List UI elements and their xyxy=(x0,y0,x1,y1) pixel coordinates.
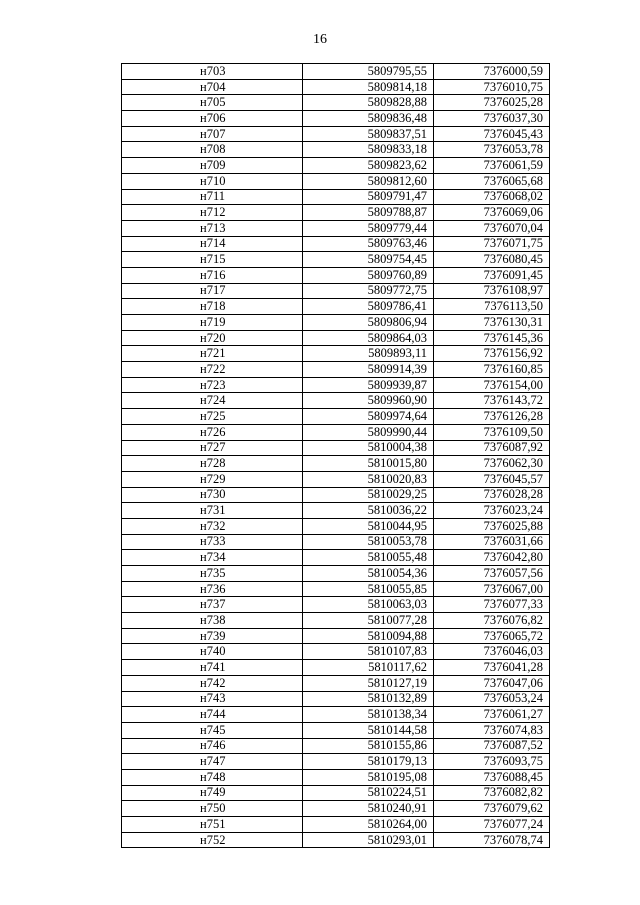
x-coordinate-cell: 5809788,87 xyxy=(303,205,434,221)
y-coordinate-cell: 7376130,31 xyxy=(434,315,550,331)
table-row xyxy=(122,675,550,691)
point-id-cell: н745 xyxy=(122,722,303,738)
y-coordinate-cell: 7376087,52 xyxy=(434,738,550,754)
point-id-cell: н727 xyxy=(122,440,303,456)
table-row xyxy=(122,754,550,770)
x-coordinate-cell: 5809914,39 xyxy=(303,362,434,378)
y-coordinate-cell: 7376065,72 xyxy=(434,628,550,644)
point-id-cell: н736 xyxy=(122,581,303,597)
point-id-cell: н751 xyxy=(122,817,303,833)
x-coordinate-cell: 5810004,38 xyxy=(303,440,434,456)
x-coordinate-cell: 5809837,51 xyxy=(303,126,434,142)
point-id-cell: н744 xyxy=(122,707,303,723)
table-row xyxy=(122,79,550,95)
y-coordinate-cell: 7376061,27 xyxy=(434,707,550,723)
table-row xyxy=(122,267,550,283)
y-coordinate-cell: 7376079,62 xyxy=(434,801,550,817)
y-coordinate-cell: 7376109,50 xyxy=(434,424,550,440)
y-coordinate-cell: 7376061,59 xyxy=(434,158,550,174)
x-coordinate-cell: 5809833,18 xyxy=(303,142,434,158)
point-id-cell: н746 xyxy=(122,738,303,754)
table-row xyxy=(122,95,550,111)
x-coordinate-cell: 5809760,89 xyxy=(303,267,434,283)
point-id-cell: н711 xyxy=(122,189,303,205)
table-row xyxy=(122,644,550,660)
table-row xyxy=(122,315,550,331)
point-id-cell: н750 xyxy=(122,801,303,817)
y-coordinate-cell: 7376010,75 xyxy=(434,79,550,95)
page-number: 16 xyxy=(313,32,327,47)
y-coordinate-cell: 7376154,00 xyxy=(434,377,550,393)
x-coordinate-cell: 5810036,22 xyxy=(303,503,434,519)
point-id-cell: н734 xyxy=(122,550,303,566)
x-coordinate-cell: 5810144,58 xyxy=(303,722,434,738)
y-coordinate-cell: 7376031,66 xyxy=(434,534,550,550)
table-row xyxy=(122,299,550,315)
x-coordinate-cell: 5810053,78 xyxy=(303,534,434,550)
y-coordinate-cell: 7376068,02 xyxy=(434,189,550,205)
point-id-cell: н739 xyxy=(122,628,303,644)
table-row xyxy=(122,691,550,707)
table-row xyxy=(122,346,550,362)
table-row xyxy=(122,409,550,425)
table-row xyxy=(122,707,550,723)
point-id-cell: н721 xyxy=(122,346,303,362)
table-row xyxy=(122,330,550,346)
y-coordinate-cell: 7376000,59 xyxy=(434,64,550,80)
point-id-cell: н717 xyxy=(122,283,303,299)
x-coordinate-cell: 5809812,60 xyxy=(303,173,434,189)
table-row xyxy=(122,817,550,833)
table-row xyxy=(122,111,550,127)
y-coordinate-cell: 7376156,92 xyxy=(434,346,550,362)
y-coordinate-cell: 7376025,28 xyxy=(434,95,550,111)
table-row xyxy=(122,738,550,754)
y-coordinate-cell: 7376067,00 xyxy=(434,581,550,597)
y-coordinate-cell: 7376028,28 xyxy=(434,487,550,503)
point-id-cell: н712 xyxy=(122,205,303,221)
point-id-cell: н715 xyxy=(122,252,303,268)
x-coordinate-cell: 5810195,08 xyxy=(303,769,434,785)
x-coordinate-cell: 5809795,55 xyxy=(303,64,434,80)
x-coordinate-cell: 5809763,46 xyxy=(303,236,434,252)
point-id-cell: н733 xyxy=(122,534,303,550)
y-coordinate-cell: 7376047,06 xyxy=(434,675,550,691)
x-coordinate-cell: 5810020,83 xyxy=(303,471,434,487)
point-id-cell: н735 xyxy=(122,566,303,582)
point-id-cell: н741 xyxy=(122,660,303,676)
x-coordinate-cell: 5810077,28 xyxy=(303,613,434,629)
x-coordinate-cell: 5810044,95 xyxy=(303,518,434,534)
x-coordinate-cell: 5809960,90 xyxy=(303,393,434,409)
table-row xyxy=(122,173,550,189)
table-row xyxy=(122,220,550,236)
y-coordinate-cell: 7376057,56 xyxy=(434,566,550,582)
y-coordinate-cell: 7376077,33 xyxy=(434,597,550,613)
x-coordinate-cell: 5809814,18 xyxy=(303,79,434,95)
y-coordinate-cell: 7376041,28 xyxy=(434,660,550,676)
point-id-cell: н705 xyxy=(122,95,303,111)
point-id-cell: н748 xyxy=(122,769,303,785)
point-id-cell: н740 xyxy=(122,644,303,660)
y-coordinate-cell: 7376108,97 xyxy=(434,283,550,299)
y-coordinate-cell: 7376045,43 xyxy=(434,126,550,142)
point-id-cell: н706 xyxy=(122,111,303,127)
table-row xyxy=(122,189,550,205)
table-row xyxy=(122,362,550,378)
point-id-cell: н716 xyxy=(122,267,303,283)
x-coordinate-cell: 5809806,94 xyxy=(303,315,434,331)
point-id-cell: н726 xyxy=(122,424,303,440)
y-coordinate-cell: 7376145,36 xyxy=(434,330,550,346)
x-coordinate-cell: 5809836,48 xyxy=(303,111,434,127)
table-row xyxy=(122,597,550,613)
y-coordinate-cell: 7376080,45 xyxy=(434,252,550,268)
table-row xyxy=(122,628,550,644)
x-coordinate-cell: 5810127,19 xyxy=(303,675,434,691)
table-row xyxy=(122,393,550,409)
point-id-cell: н722 xyxy=(122,362,303,378)
point-id-cell: н704 xyxy=(122,79,303,95)
table-row xyxy=(122,785,550,801)
point-id-cell: н709 xyxy=(122,158,303,174)
y-coordinate-cell: 7376062,30 xyxy=(434,456,550,472)
x-coordinate-cell: 5809864,03 xyxy=(303,330,434,346)
x-coordinate-cell: 5809754,45 xyxy=(303,252,434,268)
x-coordinate-cell: 5810138,34 xyxy=(303,707,434,723)
x-coordinate-cell: 5810132,89 xyxy=(303,691,434,707)
x-coordinate-cell: 5810063,03 xyxy=(303,597,434,613)
point-id-cell: н737 xyxy=(122,597,303,613)
x-coordinate-cell: 5809974,64 xyxy=(303,409,434,425)
point-id-cell: н743 xyxy=(122,691,303,707)
point-id-cell: н720 xyxy=(122,330,303,346)
table-row xyxy=(122,487,550,503)
point-id-cell: н713 xyxy=(122,220,303,236)
table-row xyxy=(122,503,550,519)
table-row xyxy=(122,142,550,158)
point-id-cell: н738 xyxy=(122,613,303,629)
table-row xyxy=(122,566,550,582)
point-id-cell: н703 xyxy=(122,64,303,80)
point-id-cell: н724 xyxy=(122,393,303,409)
point-id-cell: н728 xyxy=(122,456,303,472)
x-coordinate-cell: 5810015,80 xyxy=(303,456,434,472)
x-coordinate-cell: 5810055,85 xyxy=(303,581,434,597)
y-coordinate-cell: 7376053,24 xyxy=(434,691,550,707)
table-row xyxy=(122,660,550,676)
x-coordinate-cell: 5810264,00 xyxy=(303,817,434,833)
x-coordinate-cell: 5809786,41 xyxy=(303,299,434,315)
y-coordinate-cell: 7376076,82 xyxy=(434,613,550,629)
x-coordinate-cell: 5810107,83 xyxy=(303,644,434,660)
point-id-cell: н752 xyxy=(122,832,303,848)
table-row xyxy=(122,158,550,174)
point-id-cell: н747 xyxy=(122,754,303,770)
table-row xyxy=(122,832,550,848)
table-row xyxy=(122,769,550,785)
table-row xyxy=(122,534,550,550)
point-id-cell: н749 xyxy=(122,785,303,801)
y-coordinate-cell: 7376087,92 xyxy=(434,440,550,456)
point-id-cell: н732 xyxy=(122,518,303,534)
point-id-cell: н708 xyxy=(122,142,303,158)
y-coordinate-cell: 7376077,24 xyxy=(434,817,550,833)
table-row xyxy=(122,377,550,393)
y-coordinate-cell: 7376143,72 xyxy=(434,393,550,409)
y-coordinate-cell: 7376053,78 xyxy=(434,142,550,158)
table-row xyxy=(122,236,550,252)
y-coordinate-cell: 7376126,28 xyxy=(434,409,550,425)
y-coordinate-cell: 7376074,83 xyxy=(434,722,550,738)
y-coordinate-cell: 7376088,45 xyxy=(434,769,550,785)
y-coordinate-cell: 7376069,06 xyxy=(434,205,550,221)
y-coordinate-cell: 7376042,80 xyxy=(434,550,550,566)
table-row xyxy=(122,801,550,817)
x-coordinate-cell: 5810054,36 xyxy=(303,566,434,582)
x-coordinate-cell: 5810224,51 xyxy=(303,785,434,801)
x-coordinate-cell: 5809823,62 xyxy=(303,158,434,174)
y-coordinate-cell: 7376093,75 xyxy=(434,754,550,770)
x-coordinate-cell: 5809772,75 xyxy=(303,283,434,299)
x-coordinate-cell: 5810029,25 xyxy=(303,487,434,503)
x-coordinate-cell: 5810117,62 xyxy=(303,660,434,676)
point-id-cell: н742 xyxy=(122,675,303,691)
x-coordinate-cell: 5810155,86 xyxy=(303,738,434,754)
x-coordinate-cell: 5809893,11 xyxy=(303,346,434,362)
y-coordinate-cell: 7376046,03 xyxy=(434,644,550,660)
table-row xyxy=(122,550,550,566)
x-coordinate-cell: 5809939,87 xyxy=(303,377,434,393)
y-coordinate-cell: 7376037,30 xyxy=(434,111,550,127)
point-id-cell: н731 xyxy=(122,503,303,519)
table-row xyxy=(122,613,550,629)
y-coordinate-cell: 7376070,04 xyxy=(434,220,550,236)
x-coordinate-cell: 5810055,48 xyxy=(303,550,434,566)
coordinates-table xyxy=(121,63,550,848)
point-id-cell: н718 xyxy=(122,299,303,315)
table-row xyxy=(122,440,550,456)
x-coordinate-cell: 5810179,13 xyxy=(303,754,434,770)
x-coordinate-cell: 5810240,91 xyxy=(303,801,434,817)
table-row xyxy=(122,471,550,487)
point-id-cell: н723 xyxy=(122,377,303,393)
table-row xyxy=(122,424,550,440)
table-row xyxy=(122,518,550,534)
x-coordinate-cell: 5809779,44 xyxy=(303,220,434,236)
point-id-cell: н710 xyxy=(122,173,303,189)
table-row xyxy=(122,205,550,221)
point-id-cell: н725 xyxy=(122,409,303,425)
y-coordinate-cell: 7376091,45 xyxy=(434,267,550,283)
table-row xyxy=(122,581,550,597)
y-coordinate-cell: 7376023,24 xyxy=(434,503,550,519)
y-coordinate-cell: 7376078,74 xyxy=(434,832,550,848)
y-coordinate-cell: 7376113,50 xyxy=(434,299,550,315)
y-coordinate-cell: 7376065,68 xyxy=(434,173,550,189)
table-row xyxy=(122,126,550,142)
y-coordinate-cell: 7376071,75 xyxy=(434,236,550,252)
point-id-cell: н729 xyxy=(122,471,303,487)
x-coordinate-cell: 5810293,01 xyxy=(303,832,434,848)
y-coordinate-cell: 7376160,85 xyxy=(434,362,550,378)
point-id-cell: н730 xyxy=(122,487,303,503)
y-coordinate-cell: 7376045,57 xyxy=(434,471,550,487)
x-coordinate-cell: 5809990,44 xyxy=(303,424,434,440)
point-id-cell: н719 xyxy=(122,315,303,331)
y-coordinate-cell: 7376082,82 xyxy=(434,785,550,801)
x-coordinate-cell: 5809791,47 xyxy=(303,189,434,205)
point-id-cell: н707 xyxy=(122,126,303,142)
table-row xyxy=(122,283,550,299)
x-coordinate-cell: 5810094,88 xyxy=(303,628,434,644)
x-coordinate-cell: 5809828,88 xyxy=(303,95,434,111)
point-id-cell: н714 xyxy=(122,236,303,252)
table-row xyxy=(122,64,550,80)
table-row xyxy=(122,722,550,738)
y-coordinate-cell: 7376025,88 xyxy=(434,518,550,534)
table-row xyxy=(122,252,550,268)
coordinates-table-body xyxy=(122,64,550,848)
table-row xyxy=(122,456,550,472)
